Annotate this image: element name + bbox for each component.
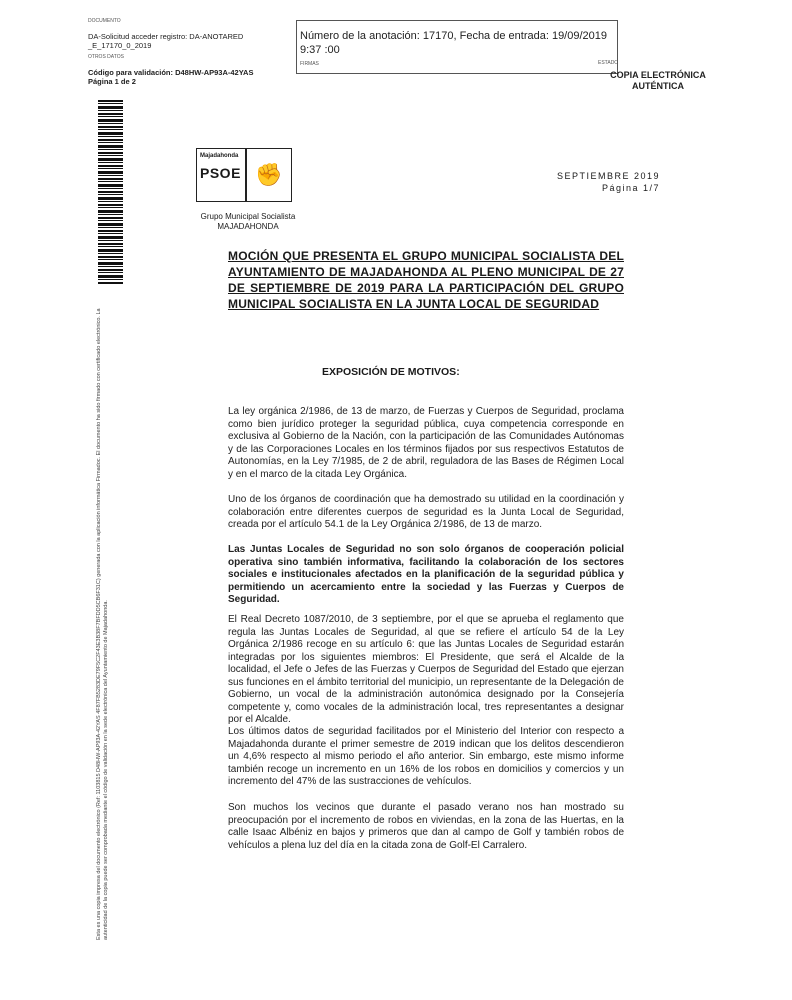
paragraph: Los últimos datos de seguridad facilitados por el Ministerio del Interior con respecto a Majadahonda durante el primer semestre de 2019 indican que los delitos descendieron un 4,6% respecto al mismo periodo el año anterior. Sin embargo, este mismo informe también recoge un incremento en un 16% de los robos en domicilios y comercios y un incremento del 47% de las sustracciones de vehículos. — [228, 726, 624, 787]
registry-left-block — [88, 18, 288, 92]
paragraph: La ley orgánica 2/1986, de 13 de marzo, de Fuerzas y Cuerpos de Seguridad, proclama como bien jurídico proteger la seguridad pública, cuya competencia corresponde en exclusiva al Gobierno de la Nación, con la participación de las Comunidades Autónomas y de las Corporaciones Locales en los términos fijados por sus respectivos Estatutos de Autonomías, en la Ley 7/1985, de 2 de abril, reguladora de las Bases de Régimen Local y en el marco de la citada Ley Orgánica. — [228, 406, 624, 480]
registry-status-block — [598, 60, 718, 110]
firmas-label: FIRMAS — [300, 61, 319, 67]
other-data-label: OTROS DATOS — [88, 54, 124, 60]
page-label: Página 1/7 — [601, 183, 660, 193]
copy-status: COPIA ELECTRÓNICA AUTÉNTICA — [610, 70, 706, 91]
paragraph: Las Juntas Locales de Seguridad no son solo órganos de cooperación policial operativa sino también informativa, facilitando la colaboración de los sectores sociales e institucionales afectados en la planificación de la seguridad pública y permitiendo un acercamiento entre la sociedad y las Fuerzas y Cuerpos de Seguridad. — [228, 544, 624, 605]
date: SEPTIEMBRE 2019 — [556, 171, 660, 181]
section-heading: EXPOSICIÓN DE MOTIVOS: — [322, 366, 460, 378]
psoe-logo — [196, 148, 296, 208]
logo-town: Majadahonda — [200, 153, 239, 159]
annotation-text: Número de la anotación: 17170, Fecha de entrada: 19/09/2019 9:37 :00 — [300, 30, 608, 56]
date-block — [540, 170, 660, 194]
paragraph: Son muchos los vecinos que durante el pasado verano nos han mostrado su preocupación por el incremento de robos en viviendas, en la zona de las Huertas, en la calle Isaac Albéniz en bajos y primeros que dan al campo de Golf y también robos de vehículos a plena luz del día en la citada zona de Golf-El Carralero. — [228, 802, 624, 851]
rose-fist-icon: ✊ — [246, 148, 292, 202]
paragraph: El Real Decreto 1087/2010, de 3 septiembre, por el que se aprueba el reglamento que regula las Juntas Locales de Seguridad, al que se refiere el artículo 54 de la Ley Orgánica 2/1986 recoge en su artículo 6: que las Juntas Locales de Seguridad estarán integradas por los siguientes miembros: El Presidente, que será el Alcalde de la localidad, el Jefe o Jefes de las Fuerzas y Cuerpos de Seguridad del Estado que ejerzan sus funciones en el ámbito territorial del municipio, un representante de la Delegación de Gobierno, un vocal de la administración autonómica designado por la Consejería competente y, como vocales de la administración local, tres representantes a designar por el Alcalde. — [228, 614, 624, 725]
logo-text-box — [196, 148, 246, 202]
estado-label: ESTADO — [598, 60, 619, 66]
document-title: MOCIÓN QUE PRESENTA EL GRUPO MUNICIPAL SOCIALISTA DEL AYUNTAMIENTO DE MAJADAHONDA AL PLENO MUNICIPAL DE 27 DE SEPTIEMBRE DE 2019 PARA LA PARTICIPACIÓN DEL GRUPO MUNICIPAL SOCIALISTA EN LA JUNTA LOCAL DE SEGURIDAD — [228, 249, 624, 311]
registry-annotation-block — [296, 20, 618, 74]
page-of: Página 1 de 2 — [88, 77, 136, 86]
group-name-block — [198, 212, 298, 232]
document-label: DOCUMENTO — [88, 18, 121, 24]
validation-code: Código para validación: D48HW-AP93A-42YAS — [88, 68, 254, 77]
side-validation-note: Esta es una copia impresa del documento electrónico (Ref: 1103815 D48HW-AP93A-42YAS 4F87FB5283DE79F5C2F43E3B38F7BFDD5CB6F31C) generada con la aplicación informática Firmadoc. El documento ha sido firmado con certificado electrónico. La autenticidad de la copia puede ser comprobada mediante el código de validación en la sede electrónica del Ayuntamiento de Majadahonda. — [96, 308, 109, 940]
group-town: MAJADAHONDA — [217, 222, 279, 231]
barcode — [98, 100, 123, 285]
group-name: Grupo Municipal Socialista — [200, 212, 296, 221]
logo-party: PSOE — [200, 165, 241, 181]
document-ref: DA-Solicitud acceder registro: DA-ANOTARED — [88, 32, 244, 41]
paragraph: Uno de los órganos de coordinación que ha demostrado su utilidad en la coordinación y colaboración entre diferentes cuerpos de seguridad es la Junta Local de Seguridad, creada por el artículo 54.1 de la Ley Orgánica 2/1986, de 13 de marzo. — [228, 494, 624, 530]
document-ref-2: _E_17170_0_2019 — [88, 41, 152, 50]
